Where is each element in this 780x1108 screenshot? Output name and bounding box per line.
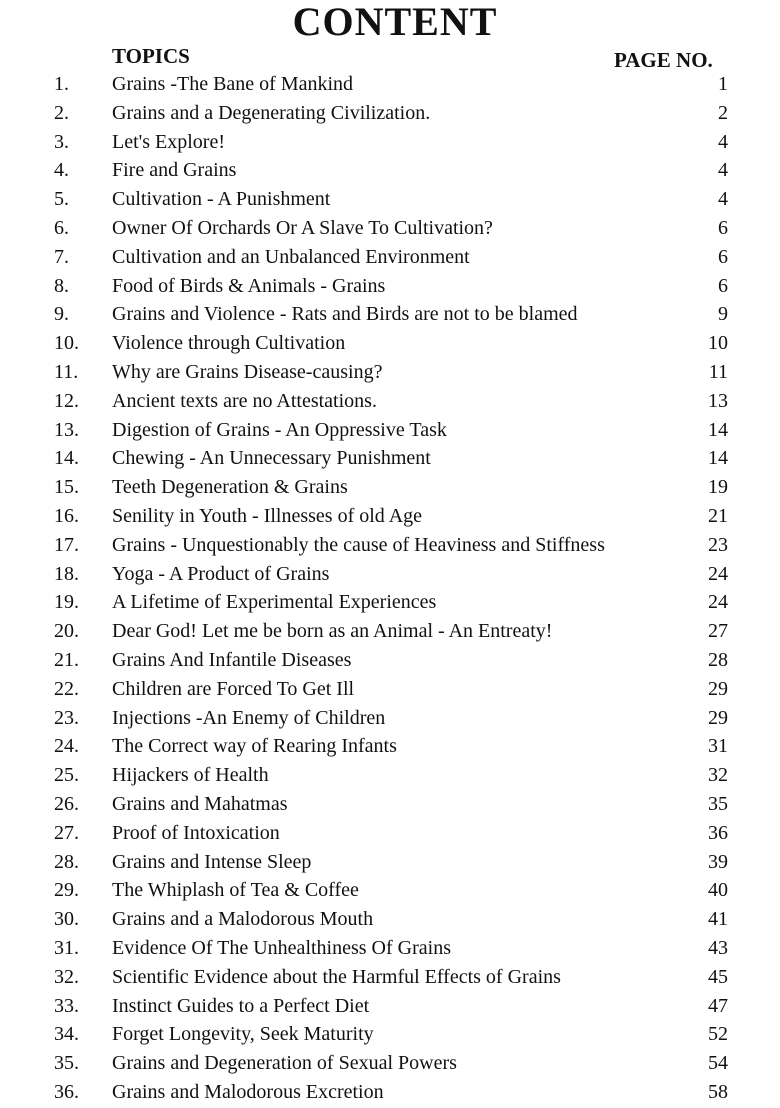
toc-entry-topic: Cultivation and an Unbalanced Environment xyxy=(112,245,470,268)
toc-entry-topic: Grains and a Malodorous Mouth xyxy=(112,908,374,931)
toc-entry-page-number: 41 xyxy=(708,908,728,931)
toc-row xyxy=(0,992,780,1021)
toc-entry-topic: Owner Of Orchards Or A Slave To Cultivation? xyxy=(112,216,493,239)
toc-entry-number: 18. xyxy=(54,562,79,585)
toc-entry-page-number: 39 xyxy=(708,850,728,873)
toc-entry-number: 33. xyxy=(54,994,79,1017)
toc-row xyxy=(0,243,780,272)
toc-entry-number: 13. xyxy=(54,418,79,441)
toc-entry-topic: Let's Explore! xyxy=(112,130,226,153)
toc-entry-number: 24. xyxy=(54,735,79,758)
toc-entry-topic: Senility in Youth - Illnesses of old Age xyxy=(112,504,423,527)
toc-entry-topic: Instinct Guides to a Perfect Diet xyxy=(112,994,370,1017)
toc-entry-number: 32. xyxy=(54,965,79,988)
toc-entry-topic: Injections -An Enemy of Children xyxy=(112,706,386,729)
toc-entry-number: 30. xyxy=(54,908,79,931)
toc-entry-number: 11. xyxy=(54,360,79,383)
toc-entry-number: 19. xyxy=(54,591,79,614)
toc-entry-topic: Violence through Cultivation xyxy=(112,332,346,355)
toc-entry-number: 29. xyxy=(54,879,79,902)
toc-row xyxy=(0,704,780,733)
toc-entry-page-number: 40 xyxy=(708,879,728,902)
toc-entry-page-number: 45 xyxy=(708,965,728,988)
toc-entry-number: 28. xyxy=(54,850,79,873)
toc-entry-page-number: 21 xyxy=(708,504,728,527)
toc-row xyxy=(0,444,780,473)
toc-entry-number: 35. xyxy=(54,1052,79,1075)
toc-row xyxy=(0,300,780,329)
toc-entry-number: 34. xyxy=(54,1023,79,1046)
toc-entry-topic: Fire and Grains xyxy=(112,159,237,182)
toc-row xyxy=(0,560,780,589)
toc-entry-page-number: 36 xyxy=(708,821,728,844)
toc-entry-topic: The Correct way of Rearing Infants xyxy=(112,735,397,758)
toc-entry-topic: Grains and Violence - Rats and Birds are not to be blamed xyxy=(112,303,578,326)
toc-entry-page-number: 47 xyxy=(708,994,728,1017)
toc-entry-topic: Grains - Unquestionably the cause of Heaviness and Stiffness xyxy=(112,533,605,556)
toc-entry-topic: Food of Birds & Animals - Grains xyxy=(112,274,386,297)
toc-entry-topic: A Lifetime of Experimental Experiences xyxy=(112,591,437,614)
toc-row xyxy=(0,588,780,617)
toc-entry-number: 20. xyxy=(54,620,79,643)
toc-entry-page-number: 6 xyxy=(718,245,728,268)
toc-entry-topic: Ancient texts are no Attestations. xyxy=(112,389,377,412)
toc-entry-page-number: 28 xyxy=(708,648,728,671)
toc-entry-number: 15. xyxy=(54,476,79,499)
toc-entry-topic: Grains and a Degenerating Civilization. xyxy=(112,101,431,124)
toc-entry-topic: Grains -The Bane of Mankind xyxy=(112,73,354,95)
toc-entry-topic: Evidence Of The Unhealthiness Of Grains xyxy=(112,936,451,959)
toc-row xyxy=(0,819,780,848)
toc-entry-number: 10. xyxy=(54,332,79,355)
toc-entry-topic: Grains and Mahatmas xyxy=(112,792,288,815)
toc-row xyxy=(0,70,780,99)
toc-entry-page-number: 6 xyxy=(718,216,728,239)
toc-entry-page-number: 54 xyxy=(708,1052,728,1075)
toc-entry-page-number: 24 xyxy=(708,562,728,585)
toc-row xyxy=(0,905,780,934)
toc-entry-number: 9. xyxy=(54,303,69,326)
toc-row xyxy=(0,1078,780,1107)
toc-entry-number: 2. xyxy=(54,101,69,124)
toc-entry-topic: Dear God! Let me be born as an Animal - An Entreaty! xyxy=(112,620,553,643)
toc-entry-page-number: 1 xyxy=(718,73,728,95)
toc-entry-number: 25. xyxy=(54,764,79,787)
toc-entry-topic: Digestion of Grains - An Oppressive Task xyxy=(112,418,447,441)
toc-entry-page-number: 35 xyxy=(708,792,728,815)
toc-row xyxy=(0,732,780,761)
toc-entry-page-number: 31 xyxy=(708,735,728,758)
toc-entry-number: 3. xyxy=(54,130,69,153)
toc-entry-page-number: 52 xyxy=(708,1023,728,1046)
toc-row xyxy=(0,531,780,560)
toc-row xyxy=(0,675,780,704)
toc-row xyxy=(0,934,780,963)
toc-entry-page-number: 32 xyxy=(708,764,728,787)
toc-entry-number: 31. xyxy=(54,936,79,959)
toc-row xyxy=(0,502,780,531)
toc-entry-page-number: 43 xyxy=(708,936,728,959)
toc-row xyxy=(0,790,780,819)
toc-row xyxy=(0,876,780,905)
toc-entry-page-number: 23 xyxy=(708,533,728,556)
toc-row xyxy=(0,272,780,301)
toc-row xyxy=(0,358,780,387)
toc-row xyxy=(0,473,780,502)
toc-entry-topic: Grains And Infantile Diseases xyxy=(112,648,352,671)
toc-row xyxy=(0,848,780,877)
toc-entry-number: 17. xyxy=(54,533,79,556)
toc-entry-number: 36. xyxy=(54,1080,79,1103)
toc-entry-number: 27. xyxy=(54,821,79,844)
toc-entry-page-number: 14 xyxy=(708,447,728,470)
toc-entry-number: 5. xyxy=(54,188,69,211)
page-title: CONTENT xyxy=(292,0,498,44)
toc-row xyxy=(0,416,780,445)
toc-entry-page-number: 11 xyxy=(708,360,728,383)
toc-entry-number: 7. xyxy=(54,245,69,268)
toc-entry-page-number: 58 xyxy=(708,1080,728,1103)
toc-entry-number: 23. xyxy=(54,706,79,729)
toc-entry-page-number: 27 xyxy=(708,620,728,643)
toc-row xyxy=(0,1049,780,1078)
page-no-column-header: PAGE NO. xyxy=(614,48,713,72)
toc-entry-page-number: 29 xyxy=(708,677,728,700)
toc-entry-topic: Yoga - A Product of Grains xyxy=(112,562,330,585)
toc-entry-topic: The Whiplash of Tea & Coffee xyxy=(112,879,359,902)
toc-entry-topic: Grains and Malodorous Excretion xyxy=(112,1080,384,1103)
toc-entry-page-number: 13 xyxy=(708,389,728,412)
toc-row xyxy=(0,963,780,992)
toc-entry-number: 26. xyxy=(54,792,79,815)
toc-entry-page-number: 9 xyxy=(718,303,728,326)
toc-row xyxy=(0,617,780,646)
toc-row xyxy=(0,387,780,416)
toc-row xyxy=(0,214,780,243)
toc-entry-page-number: 4 xyxy=(718,159,728,182)
toc-entry-topic: Forget Longevity, Seek Maturity xyxy=(112,1023,374,1046)
toc-entry-number: 8. xyxy=(54,274,69,297)
toc-row xyxy=(0,156,780,185)
toc-entry-topic: Why are Grains Disease-causing? xyxy=(112,360,383,383)
toc-entry-page-number: 4 xyxy=(718,130,728,153)
toc-row xyxy=(0,329,780,358)
toc-entry-topic: Hijackers of Health xyxy=(112,764,269,787)
toc-entry-page-number: 6 xyxy=(718,274,728,297)
toc-entry-topic: Scientific Evidence about the Harmful Effects of Grains xyxy=(112,965,561,988)
toc-entry-topic: Children are Forced To Get Ill xyxy=(112,677,355,700)
toc-row xyxy=(0,761,780,790)
toc-entry-number: 1. xyxy=(54,73,69,95)
toc-entry-page-number: 29 xyxy=(708,706,728,729)
toc-row xyxy=(0,128,780,157)
toc-row xyxy=(0,1020,780,1049)
toc-row xyxy=(0,646,780,675)
toc-entry-number: 4. xyxy=(54,159,69,182)
toc-entry-topic: Proof of Intoxication xyxy=(112,821,280,844)
table-of-contents xyxy=(0,70,780,1107)
toc-entry-page-number: 2 xyxy=(718,101,728,124)
toc-entry-page-number: 24 xyxy=(708,591,728,614)
toc-entry-page-number: 4 xyxy=(718,188,728,211)
toc-entry-page-number: 19 xyxy=(708,476,728,499)
toc-entry-number: 14. xyxy=(54,447,79,470)
topics-column-header: TOPICS xyxy=(112,44,190,68)
toc-entry-topic: Grains and Intense Sleep xyxy=(112,850,312,873)
toc-row xyxy=(0,99,780,128)
toc-entry-number: 22. xyxy=(54,677,79,700)
toc-entry-number: 12. xyxy=(54,389,79,412)
toc-entry-topic: Chewing - An Unnecessary Punishment xyxy=(112,447,431,470)
toc-entry-number: 16. xyxy=(54,504,79,527)
toc-entry-topic: Teeth Degeneration & Grains xyxy=(112,476,348,499)
toc-entry-topic: Cultivation - A Punishment xyxy=(112,188,331,211)
toc-entry-number: 6. xyxy=(54,216,69,239)
toc-entry-page-number: 10 xyxy=(708,332,728,355)
toc-entry-page-number: 14 xyxy=(708,418,728,441)
toc-entry-topic: Grains and Degeneration of Sexual Powers xyxy=(112,1052,457,1075)
toc-entry-number: 21. xyxy=(54,648,79,671)
toc-row xyxy=(0,185,780,214)
